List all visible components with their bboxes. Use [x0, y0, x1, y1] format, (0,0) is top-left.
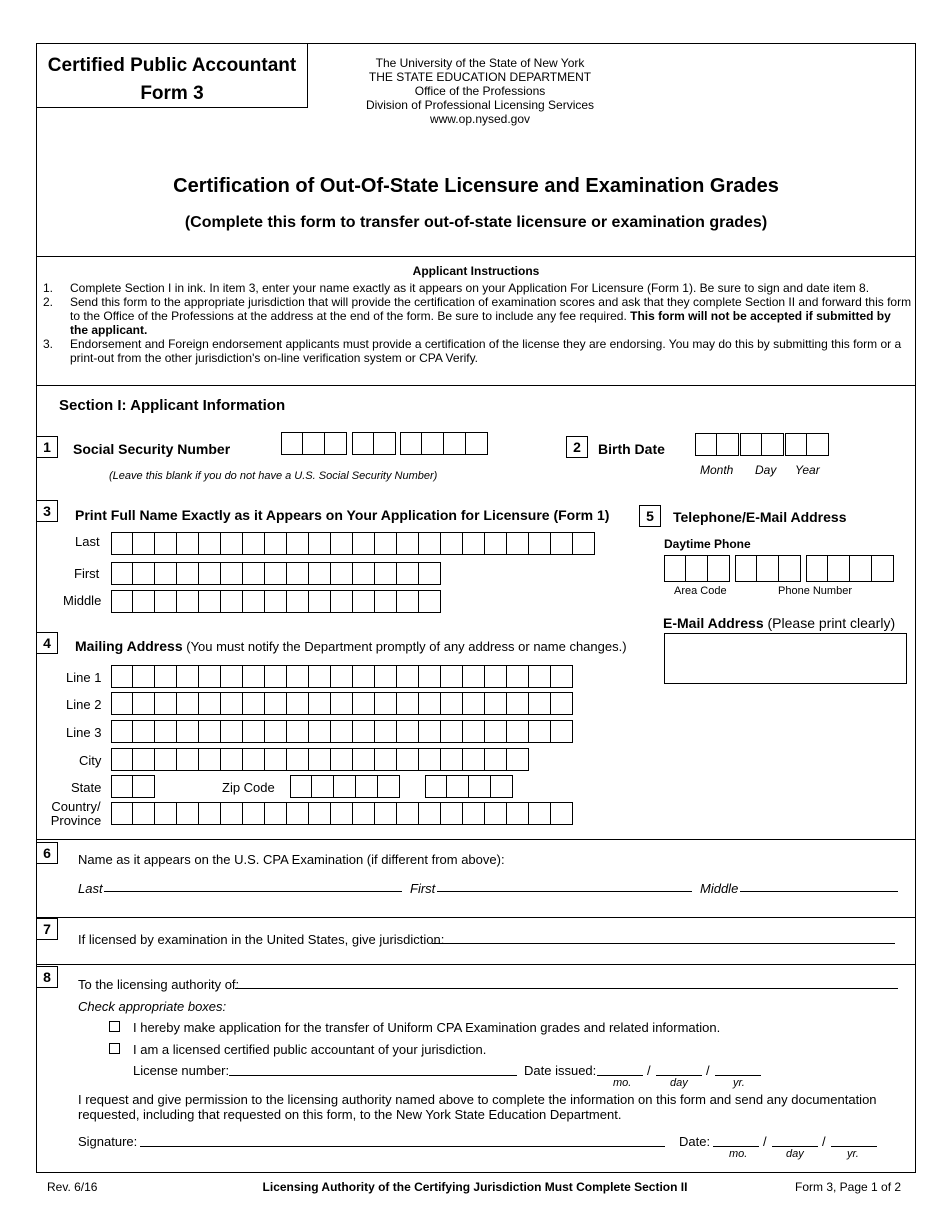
item-number: 2 — [566, 436, 588, 458]
mo-label: mo. — [613, 1077, 632, 1089]
middle-label: Middle — [700, 881, 739, 896]
license-number-label: License number: — [133, 1063, 230, 1078]
full-name-label: Print Full Name Exactly as it Appears on Your Application for Licensure (Form 1) — [75, 507, 610, 523]
revision-label: Rev. 6/16 — [47, 1180, 98, 1194]
ssn-note: (Leave this blank if you do not have a U.S. Social Security Number) — [109, 470, 438, 482]
birth-date-label: Birth Date — [598, 441, 665, 457]
ssn-field[interactable] — [281, 432, 347, 455]
last-label: Last — [75, 534, 100, 549]
phone-number-label: Phone Number — [778, 585, 852, 597]
date-issued-day-field[interactable] — [656, 1075, 702, 1076]
form-title: Certified Public Accountant Form 3 — [47, 55, 297, 104]
address-line3-field[interactable] — [111, 720, 573, 743]
permission-text: I request and give permission to the licensing authority named above to complete the information on this form and send any documentation requested, including that requested on this form, to the New York State Education Department. — [78, 1092, 877, 1122]
jurisdiction-field[interactable] — [432, 943, 895, 944]
divider — [36, 839, 916, 840]
area-code-label: Area Code — [674, 585, 727, 597]
divider — [36, 385, 916, 386]
birth-year-field[interactable] — [785, 433, 829, 456]
middle-name-field[interactable] — [111, 590, 441, 613]
instructions-heading: Applicant Instructions — [412, 264, 540, 278]
date-issued-year-field[interactable] — [715, 1075, 761, 1076]
page-subtitle: (Complete this form to transfer out-of-state licensure or examination grades) — [184, 214, 768, 231]
page-title: Certification of Out-Of-State Licensure and Examination Grades — [173, 175, 779, 197]
ssn-label: Social Security Number — [73, 441, 231, 457]
line3-label: Line 3 — [66, 725, 102, 740]
cpa-middle-name-field[interactable] — [740, 891, 898, 892]
zip-code-label: Zip Code — [222, 780, 275, 795]
jurisdiction-label: If licensed by examination in the United States, give jurisdiction: — [78, 932, 445, 947]
year-label: Year — [795, 463, 820, 477]
date-issued-label: Date issued: — [524, 1063, 597, 1078]
state-label: State — [71, 780, 102, 795]
month-label: Month — [700, 463, 734, 477]
zip-code-field[interactable] — [290, 775, 400, 798]
area-code-field[interactable] — [664, 555, 730, 582]
cpa-last-name-field[interactable] — [104, 891, 402, 892]
city-field[interactable] — [111, 748, 529, 771]
item-number: 5 — [639, 505, 661, 527]
licensed-cpa-label: I am a licensed certified public accountant of your jurisdiction. — [133, 1042, 487, 1057]
instructions-list — [36, 281, 912, 365]
line1-label: Line 1 — [66, 670, 102, 685]
telephone-email-label: Telephone/E-Mail Address — [673, 509, 847, 525]
address-line1-field[interactable] — [111, 665, 573, 688]
licensing-authority-label: To the licensing authority of: — [78, 977, 240, 992]
agency-block: The University of the State of New York THE STATE EDUCATION DEPARTMENT Office of the Professions Division of Professional Licensing Services www.op.nysed.gov — [365, 56, 595, 126]
yr-label: yr. — [733, 1077, 745, 1089]
page-number: Form 3, Page 1 of 2 — [795, 1180, 902, 1194]
item-number: 4 — [36, 632, 58, 654]
item-number: 3 — [36, 500, 58, 522]
item-number: 8 — [36, 966, 58, 988]
signature-label: Signature: — [78, 1134, 138, 1149]
email-label: E-Mail Address (Please print clearly) — [663, 615, 896, 631]
date-issued-month-field[interactable] — [597, 1075, 643, 1076]
signature-field[interactable] — [140, 1146, 665, 1147]
slash: / — [647, 1063, 651, 1078]
first-label: First — [74, 566, 100, 581]
line2-label: Line 2 — [66, 697, 102, 712]
instruction-item: 3. Endorsement and Foreign endorsement applicants must provide a certification of the license they are endorsing. You may do this by submitting this form or a print-out from the other jurisdiction's on-line verification system or CPA Verify. — [43, 337, 902, 365]
item-number: 1 — [36, 436, 58, 458]
divider — [36, 917, 916, 918]
first-label: First — [410, 881, 436, 896]
middle-label: Middle — [63, 593, 102, 608]
date-label: Date: — [679, 1134, 711, 1149]
item-number: 6 — [36, 842, 58, 864]
daytime-phone-label: Daytime Phone — [664, 537, 751, 551]
ssn-field[interactable] — [352, 432, 396, 455]
address-line2-field[interactable] — [111, 692, 573, 715]
license-number-field[interactable] — [229, 1075, 517, 1076]
email-field[interactable] — [664, 633, 907, 684]
birth-month-field[interactable] — [695, 433, 739, 456]
yr-label: yr. — [847, 1148, 859, 1160]
transfer-grades-checkbox[interactable] — [109, 1021, 120, 1032]
slash: / — [763, 1134, 767, 1149]
slash: / — [822, 1134, 826, 1149]
cpa-first-name-field[interactable] — [437, 891, 692, 892]
date-day-field[interactable] — [772, 1146, 818, 1147]
zip-plus4-field[interactable] — [425, 775, 513, 798]
day-label: Day — [755, 463, 777, 477]
first-name-field[interactable] — [111, 562, 441, 585]
instruction-item: 1. Complete Section I in ink. In item 3, enter your name exactly as it appears on your Application For Licensure (Form 1). Be sure to sign and date item 8. — [43, 281, 870, 295]
ssn-field[interactable] — [400, 432, 488, 455]
slash: / — [706, 1063, 710, 1078]
birth-day-field[interactable] — [740, 433, 784, 456]
licensing-authority-field[interactable] — [235, 988, 898, 989]
phone-prefix-field[interactable] — [735, 555, 801, 582]
check-boxes-label: Check appropriate boxes: — [78, 999, 227, 1014]
day-label: day — [670, 1077, 688, 1089]
last-name-field[interactable] — [111, 532, 595, 555]
day-label: day — [786, 1148, 804, 1160]
country-field[interactable] — [111, 802, 573, 825]
state-field[interactable] — [111, 775, 155, 798]
city-label: City — [79, 753, 102, 768]
footer-note: Licensing Authority of the Certifying Jurisdiction Must Complete Section II — [262, 1180, 688, 1194]
licensed-cpa-checkbox[interactable] — [109, 1043, 120, 1054]
section-heading: Section I: Applicant Information — [59, 397, 286, 414]
divider — [36, 964, 916, 965]
mailing-address-label: Mailing Address (You must notify the Department promptly of any address or name changes.) — [75, 638, 627, 654]
country-label: Country/ Province — [50, 799, 102, 828]
date-year-field[interactable] — [831, 1146, 877, 1147]
date-month-field[interactable] — [713, 1146, 759, 1147]
last-label: Last — [78, 881, 103, 896]
phone-number-field[interactable] — [806, 555, 894, 582]
instruction-item: 2. Send this form to the appropriate jurisdiction that will provide the certification of examination scores and ask that they complete Section II and forward this form to the Office of the Professions at the address at the end of the form. Be sure to include any fee required. This form will not be accepted if submitted by the applicant. — [43, 295, 912, 337]
cpa-exam-name-label: Name as it appears on the U.S. CPA Examination (if different from above): — [78, 852, 505, 867]
mo-label: mo. — [729, 1148, 748, 1160]
divider — [36, 256, 916, 257]
transfer-grades-label: I hereby make application for the transfer of Uniform CPA Examination grades and related information. — [133, 1020, 721, 1035]
item-number: 7 — [36, 918, 58, 940]
